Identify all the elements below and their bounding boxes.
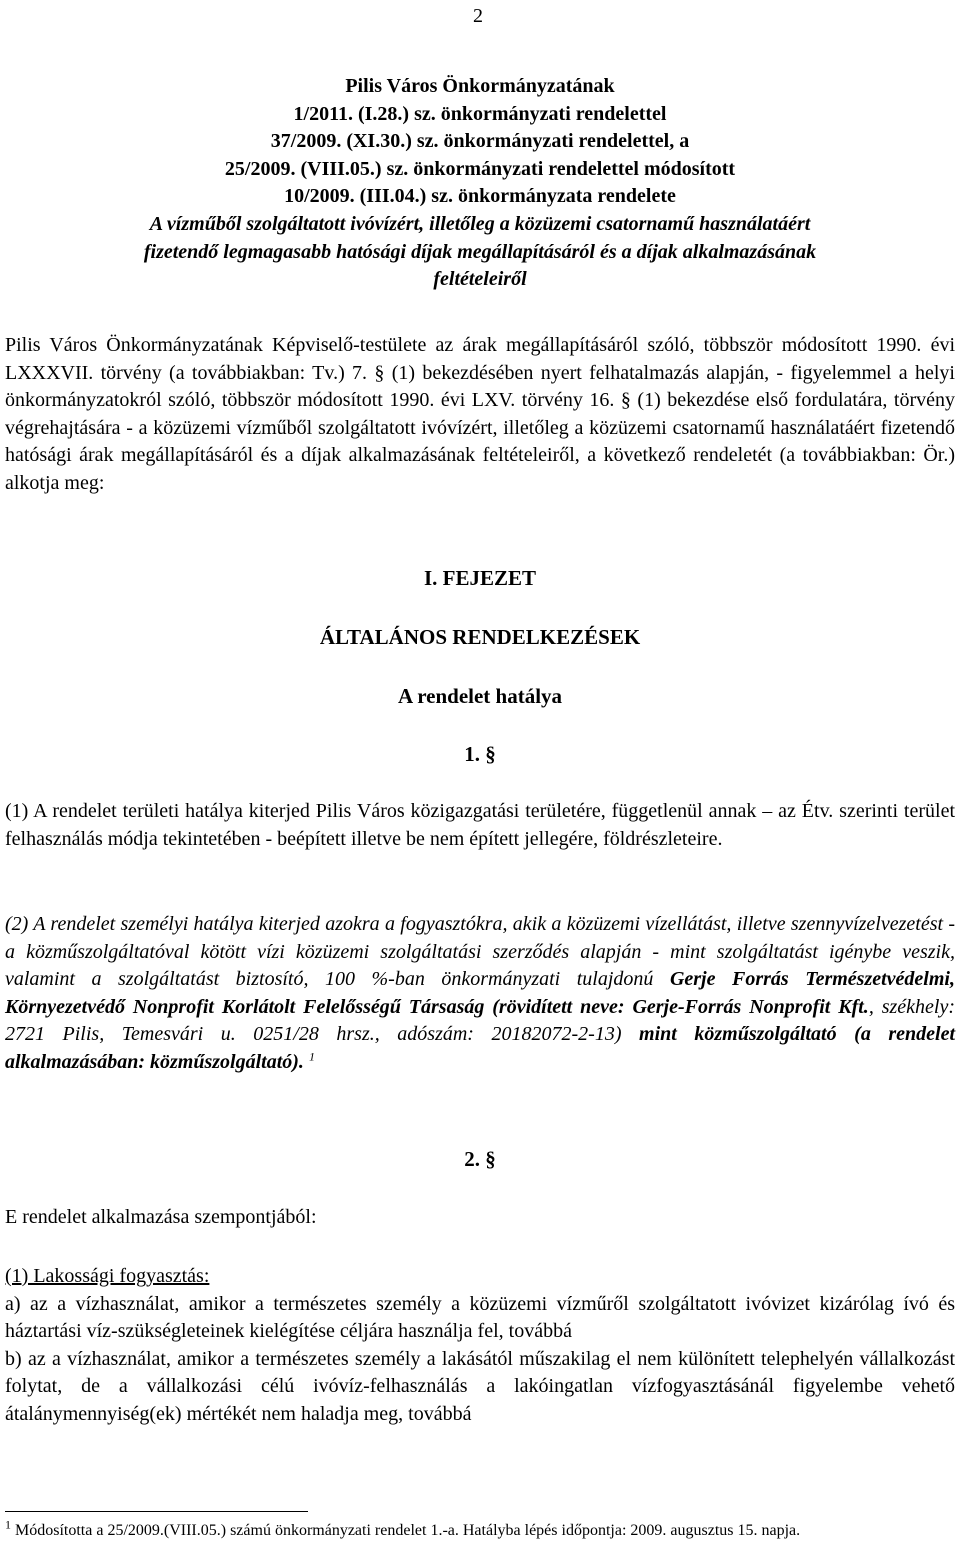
header-line: Pilis Város Önkormányzatának bbox=[345, 75, 615, 97]
preamble: Pilis Város Önkormányzatának Képviselő-testülete az árak megállapításáról szóló, többször módosított 1990. évi LXXXVII. törvény (a továbbiakban: Tv.) 7. § (1) bekezdésében nyert felhatalmazás alapján, - figyelemmel a helyi önkormányzatokról szóló, többször módosított 1990. évi LXV. törvény 16. § (1) bekezdése első fordulatára, törvény végrehajtására - a közüzemi vízműből szolgáltatott ivóvízért, illetőleg a közüzemi csatornamű használatáért fizetendő hatósági árak megállapításáról és a díjak alkalmazásának feltételeiről, a következő rendeletét (a továbbiakban: Ör.) alkotja meg: bbox=[5, 334, 955, 494]
provider-role: mint közműszolgáltató (a rendelet alkalmazásában: közműszolgáltató). bbox=[5, 1023, 956, 1073]
header-line: 10/2009. (III.04.) sz. önkormányzata rendelete bbox=[284, 185, 676, 208]
page-number: 2 bbox=[473, 5, 483, 27]
header-line: 1/2011. (I.28.) sz. önkormányzati rendelettel bbox=[293, 102, 667, 125]
footnote-ref: 1 bbox=[308, 1048, 315, 1063]
item-b: b) az a vízhasználat, amikor a természetes személy a lakásától műszakilag el nem különített telephelyén vállalkozást folytat, de a vállalkozási célú ivóvíz-felhasználás a lakóingatlan vízfogyasztásánál figyelembe vehető átalánymennyiség(ek) mértékét nem haladja meg, továbbá bbox=[5, 1347, 955, 1425]
paragraph-2 bbox=[5, 911, 955, 1076]
paragraph-1: (1) A rendelet területi hatálya kiterjed Pilis Város közigazgatási területére, függetlenül annak – az Étv. szerinti terület felhasználás módja tekintetében - beépített illetve be nem épített jellegére, földrészleteire. bbox=[5, 800, 955, 850]
footnote bbox=[5, 1517, 955, 1541]
document-header bbox=[0, 73, 960, 294]
header-line: 25/2009. (VIII.05.) sz. önkormányzati rendelettel módosított bbox=[224, 157, 736, 180]
section-title: A rendelet hatálya bbox=[397, 684, 563, 708]
section-1-number: 1. § bbox=[464, 742, 496, 766]
section-2-number: 2. § bbox=[464, 1147, 496, 1171]
definitions-block bbox=[5, 1263, 955, 1428]
header-line: 37/2009. (XI.30.) sz. önkormányzati rendelettel, a bbox=[270, 130, 690, 153]
title-line: fizetendő legmagasabb hatósági díjak megállapításáról és a díjak alkalmazásának bbox=[143, 240, 817, 263]
title-line: A vízműből szolgáltatott ivóvízért, illetőleg a közüzemi csatornamű használatáért bbox=[149, 212, 811, 235]
provider-name: Gerje Forrás Természetvédelmi, Környezetvédő Nonprofit Korlátolt Felelősségű Társaság (rövidített neve: Gerje-Forrás Nonprofit Kft. bbox=[5, 968, 955, 1018]
footnote-text: Módosította a 25/2009.(VIII.05.) számú önkormányzati rendelet 1.-a. Hatályba lépés időpontja: 2009. augusztus 15. napja. bbox=[11, 1522, 801, 1539]
preamble-block bbox=[5, 332, 955, 497]
provider-details: , székhely: 2721 Pilis, Temesvári u. 0251/28 hrsz., adószám: 20182072-2-13) bbox=[5, 995, 955, 1045]
scope-intro: E rendelet alkalmazása szempontjából: bbox=[5, 1206, 317, 1228]
chapter-heading: I. FEJEZET bbox=[423, 566, 537, 590]
paragraph-2-text: (2) A rendelet személyi hatálya kiterjed azokra a fogyasztókra, akik a közüzemi vízellátást, illetve szennyvízelvezetést - a közműszolgáltatóval kötött vízi közüzemi szolgáltatási szerződés alapján - mint szolgáltatást igénybe veszik, valamint a szolgáltatást biztosító, 100 %-ban önkormányzati tulajdonú bbox=[5, 913, 955, 990]
paragraph-1-block bbox=[5, 798, 955, 853]
chapter-title: ÁLTALÁNOS RENDELKEZÉSEK bbox=[319, 625, 641, 649]
footnote-number: 1 bbox=[5, 1517, 11, 1532]
title-line: feltételeiről bbox=[433, 268, 527, 291]
scope-intro-block bbox=[5, 1204, 955, 1232]
paragraph-2-block bbox=[5, 911, 955, 1076]
item-a: a) az a vízhasználat, amikor a természetes személy a közüzemi vízműről szolgáltatott ivóvizet kizárólag ívó és háztartási víz-szükségleteinek kielégítése céljára használja fel, továbbá bbox=[5, 1292, 955, 1342]
item-1-label: (1) Lakossági fogyasztás: bbox=[5, 1265, 210, 1287]
footnote-divider bbox=[5, 1511, 308, 1512]
